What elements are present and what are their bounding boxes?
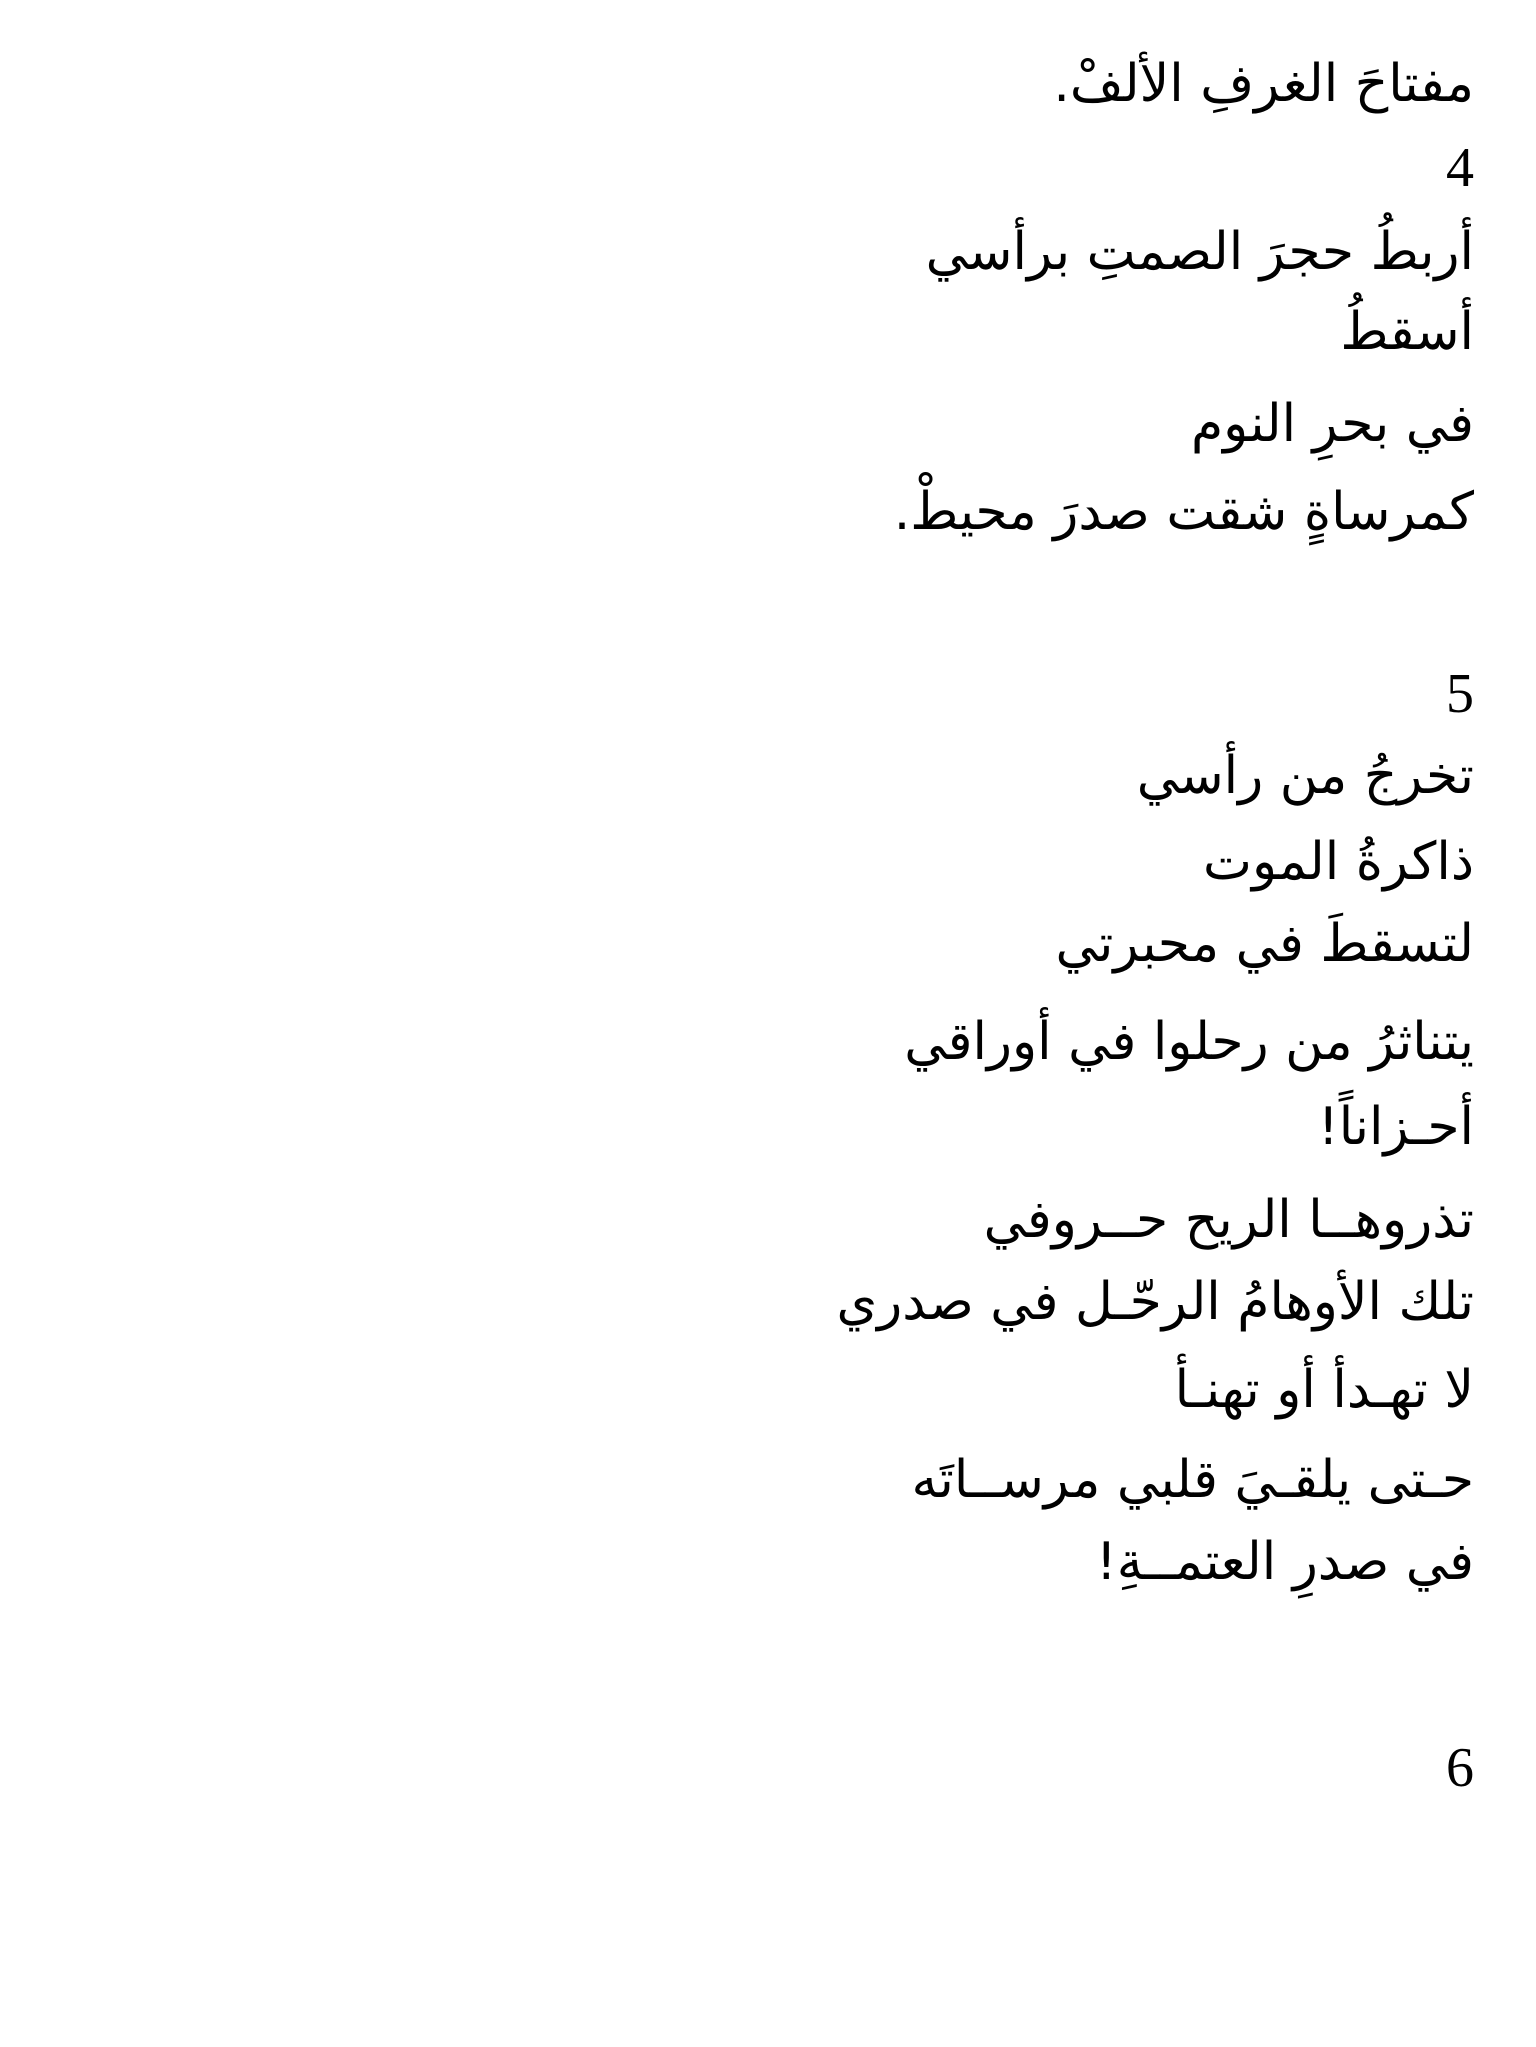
- poem-line: ذاكرةُ الموت: [1203, 832, 1474, 892]
- poem-line: أسقطُ: [1340, 302, 1474, 362]
- poem-line: لتسقطَ في محبرتي: [1055, 914, 1474, 974]
- poem-line: تذروهــا الريح حــروفي: [983, 1190, 1474, 1250]
- section-number: 4: [1446, 137, 1474, 199]
- poem-line: تلك الأوهامُ الرحّـل في صدري: [836, 1272, 1474, 1332]
- poem-line: في بحرِ النوم: [1190, 394, 1474, 454]
- poem-line: كمرساةٍ شقت صدرَ محيطْ.: [893, 482, 1474, 542]
- poem-line: مفتاحَ الغرفِ الألفْ.: [1053, 54, 1474, 114]
- poem-line: تخرجُ من رأسي: [1136, 746, 1474, 806]
- section-number: 5: [1446, 663, 1474, 725]
- poem-line: في صدرِ العتمــةِ!: [1095, 1532, 1474, 1592]
- section-number: 6: [1446, 1737, 1474, 1799]
- poem-line: يتناثرُ من رحلوا في أوراقي: [904, 1012, 1474, 1072]
- poem-line: أحـزاناً!: [1317, 1097, 1474, 1157]
- poem-line: لا تهـدأ أو تهنـأ: [1174, 1360, 1474, 1420]
- poem-line: حـتى يلقـيَ قلبي مرســاتَه: [911, 1450, 1474, 1510]
- poem-line: أربطُ حجرَ الصمتِ برأسي: [925, 222, 1474, 282]
